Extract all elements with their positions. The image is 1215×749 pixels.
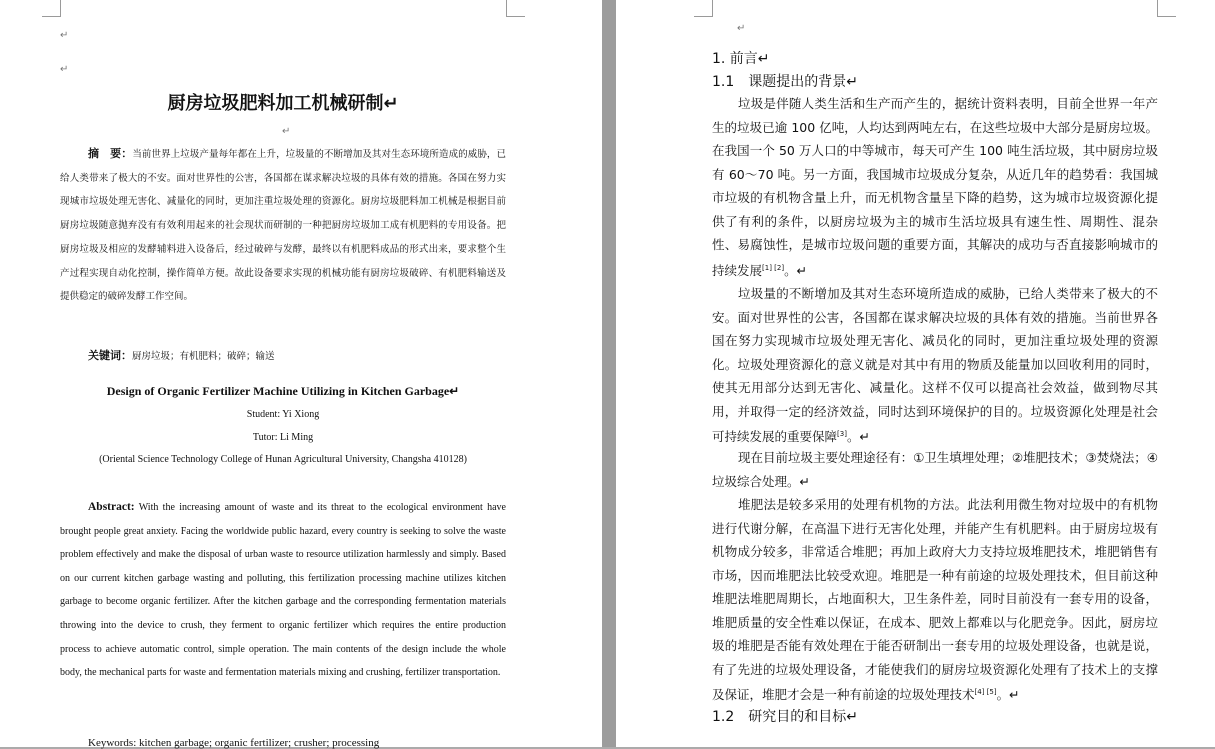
paragraph-mark: ↵	[737, 23, 746, 34]
paragraph-3	[712, 446, 1158, 493]
tutor-line: Tutor: Li Ming	[252, 432, 314, 443]
english-title: Design of Organic Fertilizer Machine Utilizing in Kitchen Garbage↵	[106, 384, 460, 398]
abstract-label: 摘 要：	[88, 147, 133, 160]
document-title: 厨房垃圾肥料加工机械研制↵	[167, 93, 399, 114]
page-gutter	[602, 0, 616, 747]
abstract-text: 当前世界上垃圾产量每年都在上升，垃圾量的不断增加及其对生态环境所造成的威胁，已给人类带来了极大的不安。面对世界性的公害，各国都在谋求解决垃圾的具体有效的措施。各国在努力实现城市垃圾处理无害化、减量化的同时，更加注重垃圾处理的资源化。厨房垃圾肥料加工机械是根据目前厨房垃圾随意抛弃没有有效利用起来的社会现状而研制的一种把厨房垃圾加工成有机肥料的专用设备。把厨房垃圾及相应的发酵辅料进入设备后，经过破碎与发酵，最终以有机肥料成品的形式出来，要求整个生产过程实现自动化控制，操作简单方便。故此设备要求实现的机械功能有厨房垃圾破碎、有机肥料输送及提供稳定的破碎发酵工作空间。	[60, 149, 506, 303]
en-abstract-label: Abstract:	[88, 501, 135, 513]
paragraph-1-text: 垃圾是伴随人类生活和生产而产生的，据统计资料表明，目前全世界一年产生的垃圾已逾 100 亿吨，人均达到两吨左右，在这些垃圾中大部分是厨房垃圾。在我国一个 50 万人口的中等城市，每天可产生 100 吨生活垃圾，其中厨房垃圾有 60～70 吨。另一方面，我国城市垃圾成分复杂，从近几年的趋势看：我国城市垃圾的有机物含量上升，而无机物含量呈下降的趋势，这为城市垃圾资源化提供了有利的条件，以厨房垃圾为主的城市生活垃圾具有速生性、周期性、混杂性、易腐蚀性，是城市垃圾问题的重要方面，其解决的成功与否直接影响城市的持续发展	[712, 96, 1158, 278]
paragraph-end: 。↵	[996, 687, 1020, 703]
paragraph-4	[712, 493, 1158, 707]
margin-corner-mark	[694, 0, 713, 17]
student-line: Student: Yi Xiong	[246, 409, 320, 420]
margin-corner-mark	[42, 0, 61, 17]
affiliation-line: (Oriental Science Technology College of Hunan Agricultural University, Changsha 410128)	[99, 454, 467, 465]
paragraph-end: 。↵	[784, 262, 808, 278]
paragraph-2	[712, 282, 1158, 449]
english-keywords: Keywords: kitchen garbage; organic fertilizer; crusher; processing	[88, 737, 380, 749]
paragraph-mark: ↵	[60, 30, 69, 41]
chinese-abstract	[60, 142, 506, 309]
heading-preface: 1. 前言↵	[712, 51, 770, 67]
english-abstract	[60, 496, 506, 685]
en-abstract-text: With the increasing amount of waste and its threat to the ecological environment have brought people great anxiety. Facing the worldwide public hazard, every country is seeking to solve the waste problem effectively and make the disposal of urban waste to resource utilization harmlessly and simply. Based on our current kitchen garbage wasting and polluting, this fertilization processing machine utilizes kitchen garbage to become organic fertilizer. After the kitchen garbage and the corresponding fermentation materials throwing into the device to crush, they ferment to organic fertilizer which requires the entire production process to achieve automatic control, simple operation. The main contents of the design include the whole body, the mechanical parts for waste and fermentation materials mixing and crushing, fertilizer transportation.	[60, 502, 506, 679]
paragraph-mark: ↵	[60, 64, 69, 75]
paragraph-3-text: 现在目前垃圾主要处理途径有：①卫生填埋处理；②堆肥技术；③焚烧法；④垃圾综合处理。↵	[712, 450, 1158, 489]
paragraph-4-text: 堆肥法是较多采用的处理有机物的方法。此法利用微生物对垃圾中的有机物进行代谢分解，在高温下进行无害化处理，并能产生有机肥料。由于厨房垃圾有机物成分较多，非常适合堆肥；再加上政府大力支持垃圾堆肥技术，堆肥销售有市场，因而堆肥法比较受欢迎。堆肥是一种有前途的垃圾处理技术，但目前这种堆肥法堆肥周期长，占地面积大，卫生条件差，同时目前没有一套专用的设备，堆肥质量的安全性难以保证，在成本、肥效上都难以与化肥竞争。因此，厨房垃圾的堆肥是否能有效处理在于能否研制出一套专用的垃圾处理设备，也就是说，有了先进的垃圾处理设备，才能使我们的厨房垃圾资源化处理有了技术上的支撑及保证，堆肥才会是一种有前途的垃圾处理技术	[712, 497, 1158, 703]
heading-background: 1.1 课题提出的背景↵	[712, 74, 858, 90]
citation-4-5: [4] [5]	[974, 688, 997, 696]
citation-3: [3]	[837, 430, 847, 438]
margin-corner-mark	[506, 0, 525, 17]
chinese-keywords	[88, 347, 275, 363]
heading-research-goals: 1.2 研究目的和目标↵	[712, 709, 858, 725]
paragraph-end: 。↵	[846, 429, 870, 445]
keywords-text: 厨房垃圾；有机肥料；破碎；输送	[132, 351, 275, 362]
paragraph-2-text: 垃圾量的不断增加及其对生态环境所造成的威胁，已给人类带来了极大的不安。面对世界性的公害，各国都在谋求解决垃圾的具体有效的措施。当前世界各国在努力实现城市垃圾处理无害化、减员化的同时，更加注重垃圾处理的资源化。垃圾处理资源化的意义就是对其中有用的物质及能量加以回收利用的同时，使其无用部分达到无害化、减量化。这样不仅可以提高社会效益，做到物尽其用，并取得一定的经济效益，同时达到环境保护的目的。垃圾资源化处理是社会可持续发展的重要保障	[712, 286, 1158, 445]
citation-1-2: [1] [2]	[762, 263, 785, 272]
margin-corner-mark	[1157, 0, 1176, 17]
paragraph-mark: ↵	[282, 126, 291, 137]
keywords-label: 关键词：	[88, 349, 132, 362]
paragraph-1	[712, 92, 1158, 282]
